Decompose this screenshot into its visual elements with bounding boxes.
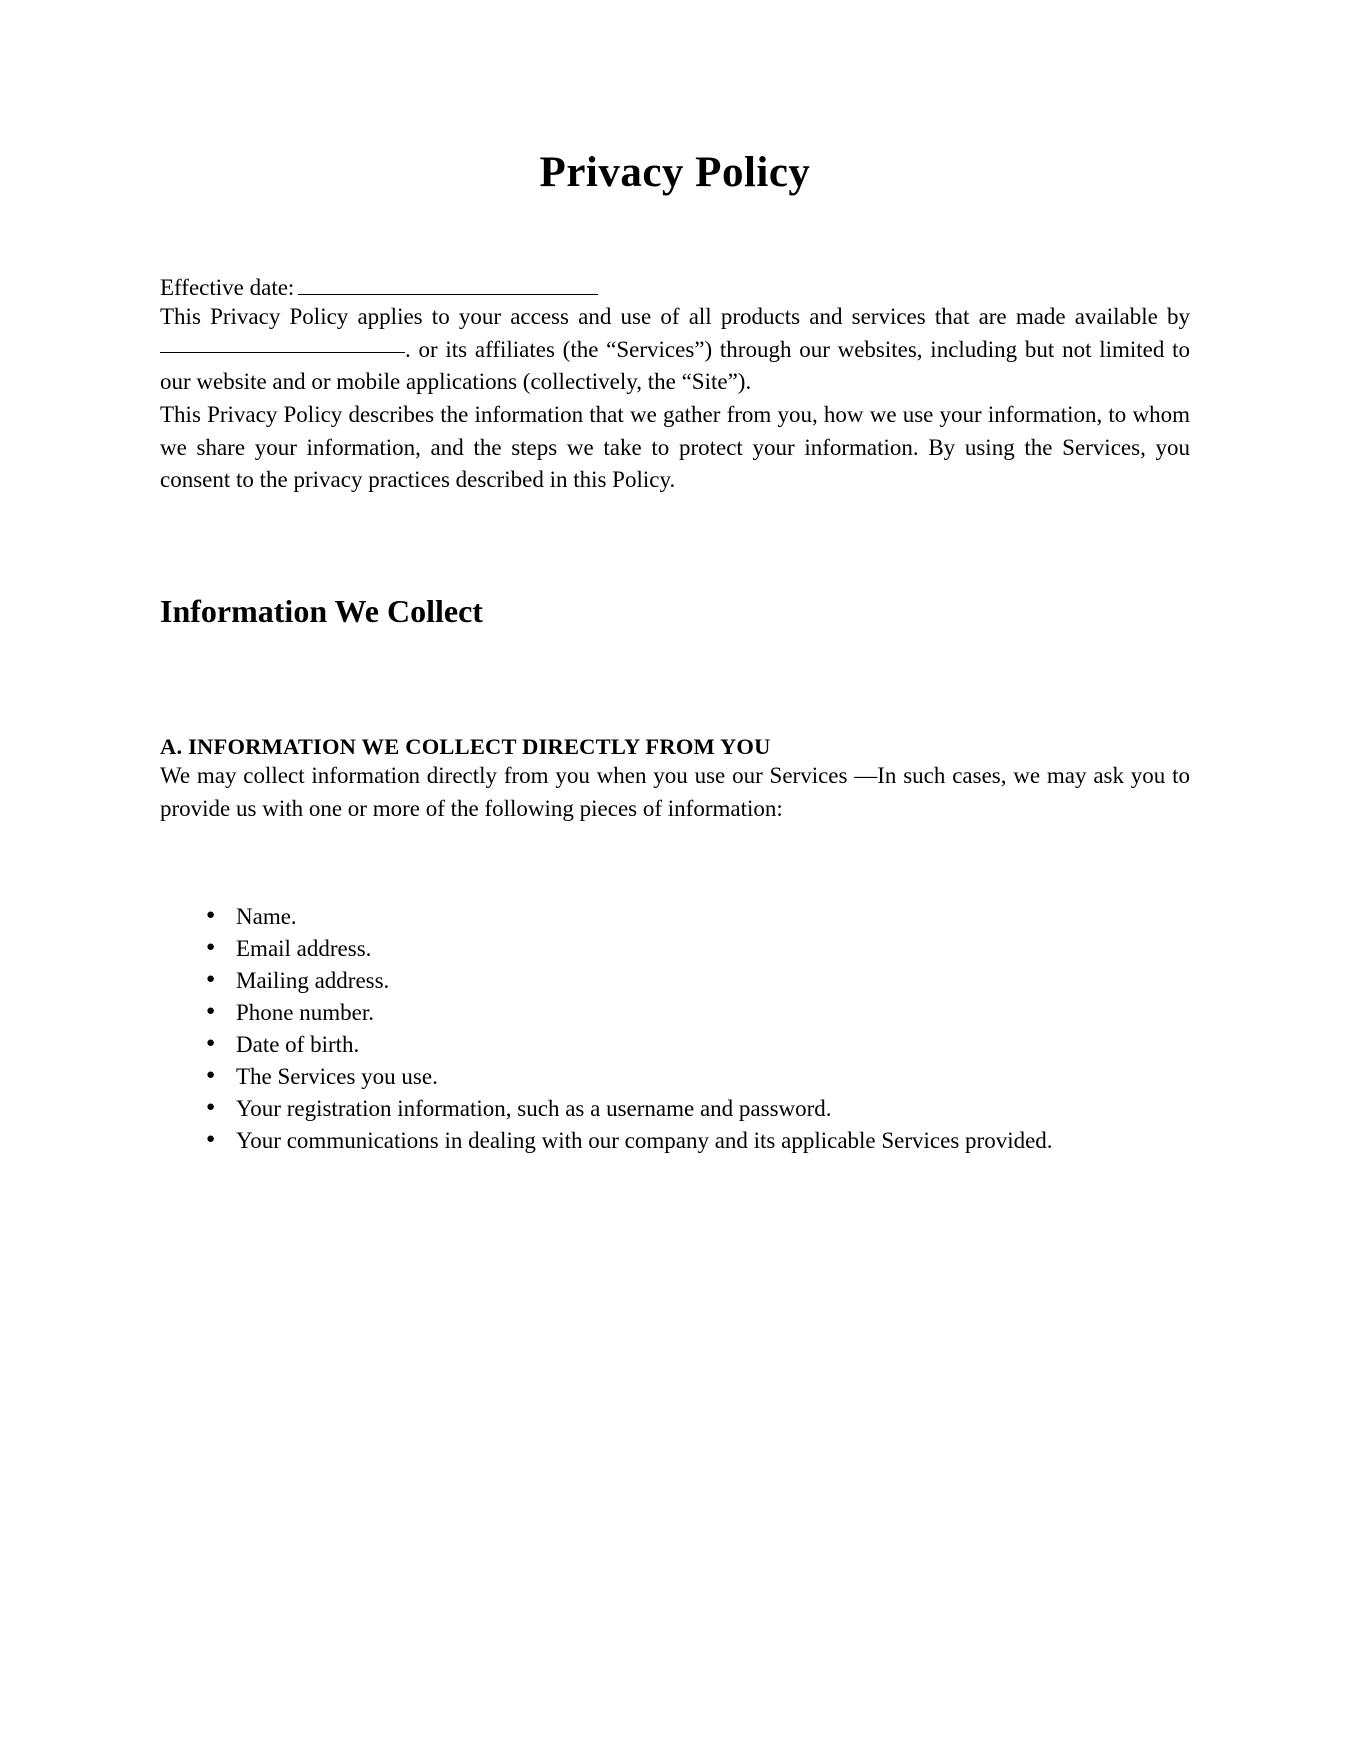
effective-date-label: Effective date: <box>160 275 295 300</box>
list-item: ● Name. <box>206 901 1190 933</box>
list-item: ● The Services you use. <box>206 1061 1190 1093</box>
list-item: ● Mailing address. <box>206 965 1190 997</box>
sub-heading-information-directly-from-you: A. INFORMATION WE COLLECT DIRECTLY FROM YOU <box>160 733 771 759</box>
effective-date-blank[interactable] <box>298 276 598 295</box>
document-content <box>160 0 1190 1157</box>
list-item: ● Your registration information, such as a username and password. <box>206 1093 1190 1125</box>
list-item: ● Date of birth. <box>206 1029 1190 1061</box>
intro-paragraph-part2: . or its affiliates (the “Services”) through our websites, including but not limited to our website and or mobile applications (collectively, the “Site”). <box>160 336 1190 395</box>
company-name-blank[interactable] <box>160 336 405 353</box>
describe-paragraph: This Privacy Policy describes the information that we gather from you, how we use your information, to whom we share your information, and the steps we take to protect your information. By using the Services, you consent to the privacy practices described in this Policy. <box>160 401 1190 493</box>
collect-information-list <box>160 825 1190 1157</box>
page-title: Privacy Policy <box>539 149 811 196</box>
collect-paragraph: We may collect information directly from you when you use our Services —In such cases, we may ask you to provide us with one or more of the following pieces of information: <box>160 762 1190 821</box>
list-item: ● Your communications in dealing with our company and its applicable Services provided. <box>206 1125 1190 1157</box>
intro-paragraph <box>160 301 1190 399</box>
list-item: ● Phone number. <box>206 997 1190 1029</box>
section-heading-information-we-collect: Information We Collect <box>160 592 483 629</box>
list-item: ● Email address. <box>206 933 1190 965</box>
intro-paragraph-part1: This Privacy Policy applies to your access and use of all products and services that are made available by <box>160 304 1190 329</box>
effective-date-line <box>160 275 1190 301</box>
